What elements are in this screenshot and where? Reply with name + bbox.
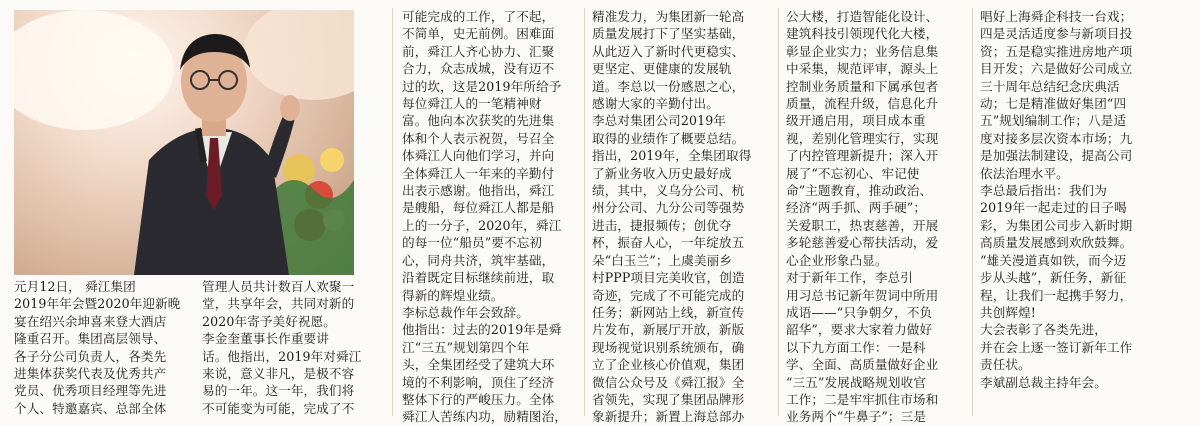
- speaker-figure: [14, 10, 354, 275]
- article-column-2: 管理人员共计数百人欢聚一 堂，共享年会，共同对新的 2020年寄予美好祝愿。 李金奎董事长作重要讲 话。他指出，2019年对舜江 来说，意义非凡，是极不容 易的一年。这一年，我们将 不可能变为可能，完成了不: [202, 279, 362, 416]
- column-divider: [778, 8, 779, 416]
- column-divider: [584, 8, 585, 416]
- column-divider: [972, 8, 973, 416]
- article-column-5: 公大楼，打造智能化设计、 建筑科技引领现代化大楼， 彰显企业实力；业务信息集 中采集，规范评审，源头上 控制业务质量和下属承包者 质量，流程升级，信息化升 级开通启用，项目成本重 视，差别化管理实行，实现 了内控管理新提升；深入开 展了“不忘初心、牢记使 命”主题教育，推动政治、 经济“两手抓、两手硬”； 关爱职工，热衷慈善，开展 多轮慈善爱心帮扶活动，爱 心企业形象凸显。 对于新年工作，李总引 用习总书记新年贺词中所用 成语——“只争朝夕，不负 韶华”，要求大家着力做好 以下九方面工作：一是科 学、全面、高质量做好企业 “三五”发展战略规划收官 工作；二是牢牢抓住市场和 业务两个“牛鼻子”；三是: [786, 9, 939, 425]
- column-divider: [392, 8, 393, 416]
- article-column-4: 精准发力，为集团新一轮高 质量发展打下了坚实基础， 从此迈入了新时代更稳实、 更坚定、更健康的发展轨 道。李总以一份感恩之心， 感谢大家的辛勤付出。 李总对集团公司2019年 取得的业绩作了概要总结。 指出，2019年，全集团取得 了新业务收入历史最好成 绩，其中，义乌分公司、杭 州分公司、九分公司等强势 进击，捷报频传；创优夺 杯，振奋人心，一年绽放五 朵“白玉兰”；上虞美丽乡 村PPP项目完美收官，创造 奇迹，完成了不可能完成的 任务；新网站上线，新宣传 片发布，新展厅开放，新版 现场视觉识别系统颁布，确 立了企业核心价值观，集团 微信公众号及《舜江报》全 省领先，实现了集团品牌形 象新提升；新置上海总部办: [592, 9, 752, 425]
- article-column-1: 元月12日， 舜江集团 2019年年会暨2020年迎新晚 宴在绍兴余坤喜来登大酒店 隆重召开。集团高层领导、 各子分公司负责人，各类先 进集体获奖代表及优秀共产 党员、优秀项目经理等先进 个人、特邀嘉宾、总部全体: [14, 279, 181, 416]
- article-column-3: 可能完成的工作，了不起， 不简单，史无前例。困难面 前，舜江人齐心协力、汇聚 合力，众志成城，没有迈不 过的坎，这是2019年所给予 每位舜江人的一笔精神财 富。他向本次获奖的先进集 体和个人表示祝贺，号召全 体舜江人向他们学习，并向 全体舜江人一年来的辛勤付 出表示感谢。他指出，舜江 是艘船，每位舜江人都是船 上的一分子，2020年，舜江 的每一位“船员”要不忘初 心，同舟共济，筑牢基础， 沿着既定目标继续前进，取 得新的辉煌业绩。 李标总裁作年会致辞。 他指出：过去的2019年是舜 江“三五”规划第四个年 头，全集团经受了建筑大环 境的不利影响，顶住了经济 整体下行的严峻压力。全体 舜江人苦练内功，励精图治，: [402, 9, 568, 425]
- speaker-photo: [14, 10, 354, 275]
- article-column-6: 唱好上海舜企科技一台戏； 四是灵活适度参与新项目投 资；五是稳实推进房地产项 目开发；六是做好公司成立 三十周年总结纪念庆典活 动；七是精准做好集团“四 五”规划编制工作；八是适 度对接多层次资本市场；九 是加强法制建设，提高公司 依法治理水平。 李总最后指出：我们为 2019年一起走过的日子喝 彩，为集团公司步入新时期 高质量发展感到欢欣鼓舞。 “雄关漫道真如铁，而今迈 步从头越”，新任务，新征 程，让我们一起携手努力， 共创辉煌! 大会表彰了各类先进， 并在会上逐一签订新年工作 责任状。 李斌副总裁主持年会。: [980, 9, 1133, 390]
